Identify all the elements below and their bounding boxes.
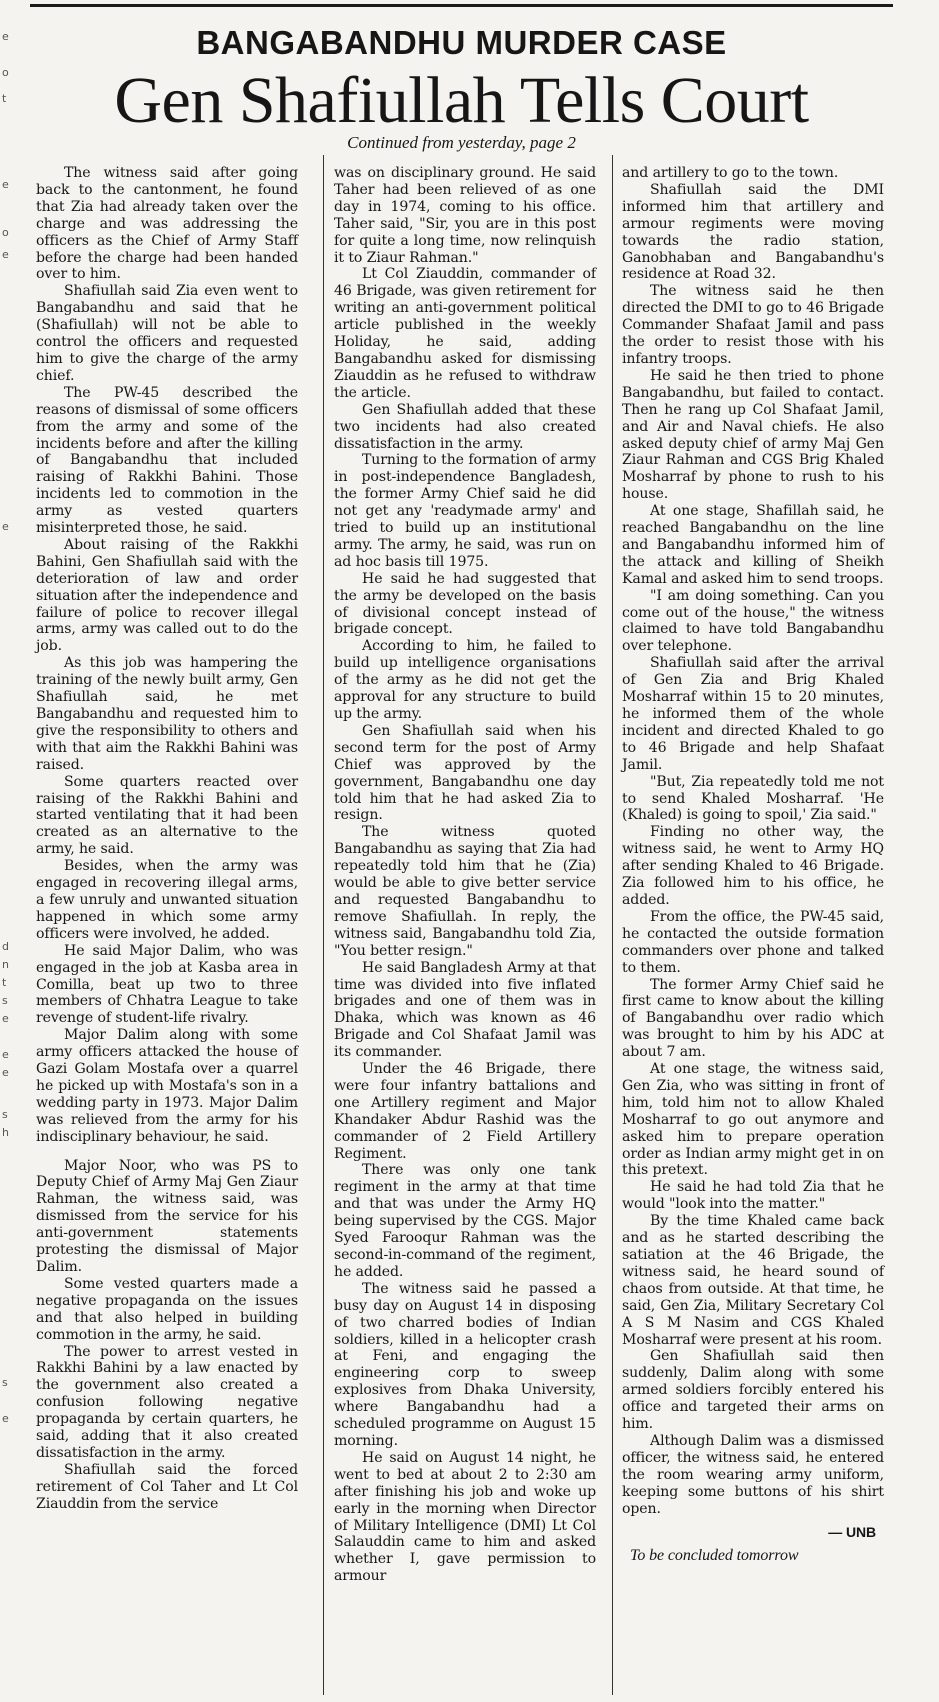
article-paragraph: At one stage, Shafillah said, he reached Bangabandhu on the line and Bangabandhu informed him of the attack and killing of Sheikh Kamal and asked him to send troops.	[622, 503, 884, 587]
article-paragraph: He said he had suggested that the army be developed on the basis of divisional concept instead of brigade concept.	[334, 570, 596, 638]
article-paragraph: The witness said he passed a busy day on August 14 in disposing of two charred bodies of Indian soldiers, killed in a helicopter crash at Feni, and engaging the engineering corp to sweep explosives from Dhaka University, where Bangabandhu had a scheduled programme on August 15 morning.	[334, 1280, 596, 1449]
article-paragraph: There was only one tank regiment in the army at that time and that was under the Army HQ being supervised by the CGS. Major Syed Farooqur Rahman was the second-in-command of the regiment, he added.	[334, 1162, 596, 1280]
article-paragraph: Finding no other way, the witness said, he went to Army HQ after sending Khaled to 46 Brigade. Zia followed him to his office, he added.	[622, 824, 884, 908]
article-column-2	[334, 165, 596, 1585]
article-paragraph: Gen Shafiullah said then suddenly, Dalim along with some armed soldiers forcibly entered his office and targeted their arms on him.	[622, 1348, 884, 1433]
article-paragraph: The power to arrest vested in Rakkhi Bahini by a law enacted by the government also created a confusion following negative propaganda by certain quarters, he said, adding that it also created dissatisfaction in the army.	[36, 1343, 298, 1461]
headline: Gen Shafiullah Tells Court	[114, 64, 809, 137]
article-paragraph: The witness quoted Bangabandhu as saying that Zia had repeatedly told him that he (Zia) would be able to give better service and requested Bangabandhu to remove Shafiullah. In reply, the witness said, Bangabandhu told Zia, "You better resign."	[334, 824, 596, 959]
article-paragraph: By the time Khaled came back and as he started describing the satiation at the 46 Brigade, the witness said, he heard sound of chaos from outside. At that time, he said, Gen Zia, Military Secretary Col A S M Nasim and CGS Khaled Mosharraf were present at his room.	[622, 1213, 884, 1348]
continuation-note: To be concluded tomorrow	[630, 1547, 799, 1565]
article-paragraph: Besides, when the army was engaged in recovering illegal arms, a few unruly and unwanted situation happened in which some army officers were involved, he added.	[36, 858, 298, 942]
article-paragraph: He said he had told Zia that he would "look into the matter."	[622, 1179, 884, 1213]
article-paragraph: Some quarters reacted over raising of the Rakkhi Bahini and started ventilating that it had been created as an alternative to the army, he said.	[36, 773, 298, 858]
article-paragraph: He said Bangladesh Army at that time was divided into five inflated brigades and one of them was in Dhaka, which was known as 46 Brigade and Col Shafaat Jamil was its commander.	[334, 959, 596, 1061]
article-paragraph: "I am doing something. Can you come out of the house," the witness claimed to have told Bangabandhu over telephone.	[622, 587, 884, 655]
article-column-3	[622, 165, 884, 1565]
column-divider	[323, 155, 324, 1695]
article-paragraph: The witness said after going back to the cantonment, he found that Zia had already taken over the charge and was addressing the officers as the Chief of Army Staff before the charge had been handed over to him.	[36, 165, 298, 283]
top-rule	[30, 4, 893, 7]
article-paragraph: About raising of the Rakkhi Bahini, Gen Shafiullah said with the deterioration of law and order situation after the independence and failure of police to recover illegal arms, army was called out to do the job.	[36, 536, 298, 655]
article-paragraph: Major Dalim along with some army officers attacked the house of Gazi Golam Mostafa over a quarrel he picked up with Mostafa's son in a wedding party in 1973. Major Dalim was relieved from the army for his indisciplinary behaviour, he said.	[36, 1027, 298, 1145]
article-paragraph: The former Army Chief said he first came to know about the killing of Bangabandhu over radio which was brought to him by his ADC at about 7 am.	[622, 976, 884, 1061]
article-paragraph: Shafiullah said after the arrival of Gen Zia and Brig Khaled Mosharraf within 15 to 20 minutes, he informed them of the whole incident and directed Khaled to go to 46 Brigade and help Shafaat Jamil.	[622, 655, 884, 773]
article-paragraph: Gen Shafiullah added that these two incidents had also created dissatisfaction in the army.	[334, 401, 596, 452]
column-divider	[612, 155, 613, 1695]
article-paragraph: Shafiullah said the forced retirement of Col Taher and Lt Col Ziauddin from the service	[36, 1461, 298, 1512]
article-paragraph: Under the 46 Brigade, there were four infantry battalions and one Artillery regiment and Major Khandaker Abdur Rashid was the commander of 2 Field Artillery Regiment.	[334, 1061, 596, 1162]
article-paragraph: According to him, he failed to build up intelligence organisations of the army as he did not get the approval for any structure to build up the army.	[334, 638, 596, 722]
kicker-heading: BANGABANDHU MURDER CASE	[196, 24, 727, 61]
adjacent-column-fragment: e o t e o e e d n t s e e e s h s e	[2, 30, 9, 1425]
news-agency-credit: — UNB	[828, 1523, 876, 1540]
article-paragraph: From the office, the PW-45 said, he contacted the outside formation commanders over phone and talked to them.	[622, 908, 884, 976]
article-paragraph: "But, Zia repeatedly told me not to send Khaled Mosharraf. 'He (Khaled) is going to spoil,' Zia said."	[622, 773, 884, 824]
article-paragraph: Although Dalim was a dismissed officer, the witness said, he entered the room wearing army uniform, keeping some buttons of his shirt open.	[622, 1432, 884, 1517]
article-paragraph: The witness said he then directed the DMI to go to 46 Brigade Commander Shafaat Jamil and pass the order to resist those with his infantry troops.	[622, 283, 884, 367]
article-paragraph: Major Noor, who was PS to Deputy Chief of Army Maj Gen Ziaur Rahman, the witness said, was dismissed from the service for his anti-government statements protesting the dismissal of Major Dalim.	[36, 1157, 298, 1275]
article-paragraph: He said on August 14 night, he went to bed at about 2 to 2:30 am after finishing his job and woke up early in the morning when Director of Military Intelligence (DMI) Lt Col Salauddin came to him and asked whether I, gave permission to armour	[334, 1449, 596, 1585]
article-paragraph: Shafiullah said Zia even went to Bangabandhu and said that he (Shafiullah) will not be able to control the officers and requested him to give the charge of the army chief.	[36, 283, 298, 384]
article-paragraph: Lt Col Ziauddin, commander of 46 Brigade, was given retirement for writing an anti-government political article published in the weekly Holiday, he said, adding Bangabandhu asked for dismissing Ziauddin as he refused to withdraw the article.	[334, 266, 596, 401]
article-paragraph: and artillery to go to the town.	[622, 165, 839, 181]
article-paragraph: At one stage, the witness said, Gen Zia, who was sitting in front of him, told him not to allow Khaled Mosharraf to go out anymore and asked him to prepare operation order as Indian army might get in on this pretext.	[622, 1061, 884, 1179]
article-paragraph: Some vested quarters made a negative propaganda on the issues and that also helped in building commotion in the army, he said.	[36, 1275, 298, 1343]
article-paragraph: He said Major Dalim, who was engaged in the job at Kasba area in Comilla, beat up two to three members of Chhatra League to take revenge of student-life rivalry.	[36, 942, 298, 1027]
article-paragraph: Turning to the formation of army in post-independence Bangladesh, the former Army Chief said he did not get any 'readymade army' and tried to build up an institutional army. The army, he said, was run on ad hoc basis till 1975.	[334, 452, 596, 570]
article-column-1	[36, 165, 298, 1513]
continued-note: Continued from yesterday, page 2	[347, 133, 576, 152]
article-paragraph: Gen Shafiullah said when his second term for the post of Army Chief was approved by the government, Bangabandhu one day told him that he had asked Zia to resign.	[334, 722, 596, 824]
article-paragraph: As this job was hampering the training of the newly built army, Gen Shafiullah said, he met Bangabandhu and requested him to give the responsibility to others and with that aim the Rakkhi Bahini was raised.	[36, 655, 298, 773]
article-paragraph: He said he then tried to phone Bangabandhu, but failed to contact. Then he rang up Col Shafaat Jamil, and Air and Naval chiefs. He also asked deputy chief of army Maj Gen Ziaur Rahman and CGS Brig Khaled Mosharraf by phone to rush to his house.	[622, 367, 884, 503]
article-paragraph: Shafiullah said the DMI informed him that artillery and armour regiments were moving towards the radio station, Ganobhaban and Bangabandhu's residence at Road 32.	[622, 181, 884, 283]
article-paragraph: The PW-45 described the reasons of dismissal of some officers from the army and some of the incidents before and after the killing of Bangabandhu that included raising of Rakkhi Bahini. Those incidents led to commotion in the army as vested quarters misinterpreted those, he said.	[36, 384, 298, 537]
article-paragraph: was on disciplinary ground. He said Taher had been relieved of as one day in 1974, coming to his office. Taher said, "Sir, you are in this post for quite a long time, now relinquish it to Ziaur Rahman."	[334, 165, 596, 266]
